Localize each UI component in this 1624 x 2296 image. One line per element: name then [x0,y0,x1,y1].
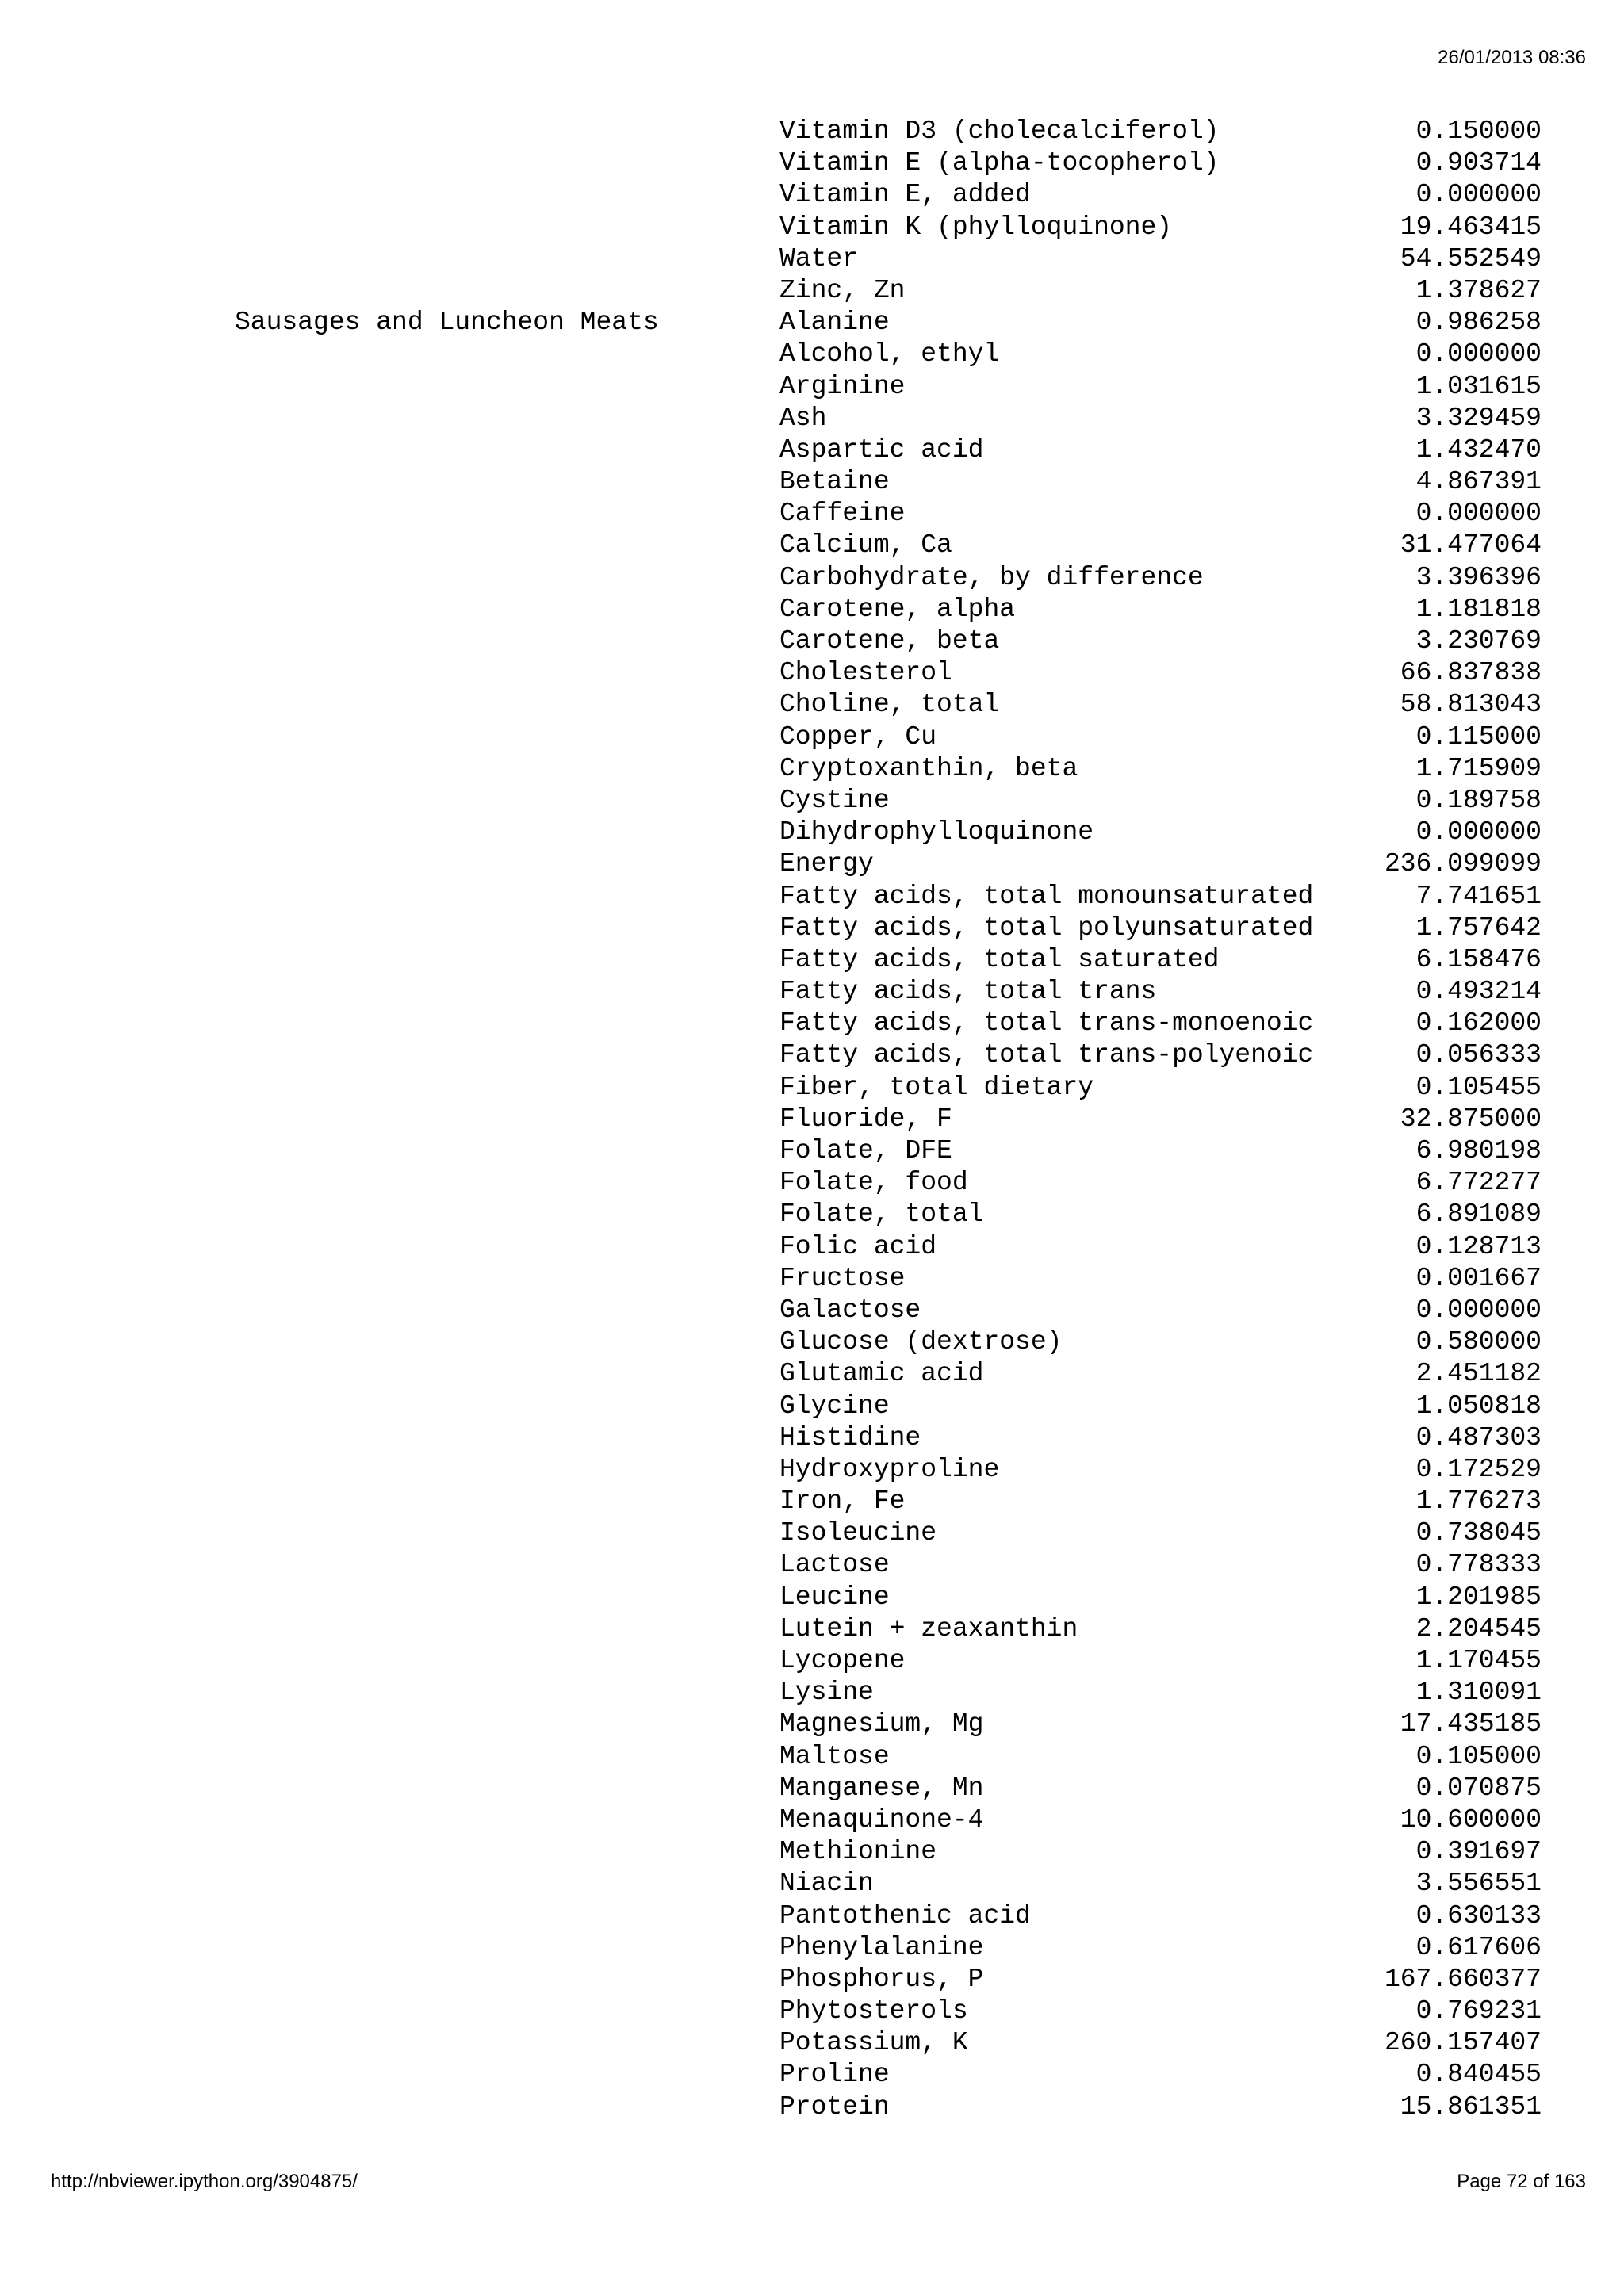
nutrient-name-cell: Glucose (dextrose) [779,1327,1063,1357]
nutrient-value-cell: 1.201985 [1415,1582,1542,1612]
nutrient-value-cell: 1.757642 [1415,913,1542,943]
table-row [0,2091,1624,2123]
nutrient-name-cell: Menaquinone-4 [779,1804,984,1835]
nutrient-table [0,116,1624,2123]
nutrient-value-cell: 0.105455 [1415,1072,1542,1102]
table-row [0,1836,1624,1868]
print-datetime: 26/01/2013 08:36 [1438,47,1586,68]
table-row [0,1486,1624,1517]
table-row [0,1231,1624,1263]
nutrient-name-cell: Zinc, Zn [779,275,906,305]
nutrient-value-cell: 0.000000 [1415,180,1542,210]
nutrient-name-cell: Maltose [779,1741,890,1771]
nutrient-name-cell: Methionine [779,1837,937,1867]
nutrient-name-cell: Choline, total [779,690,1000,720]
nutrient-value-cell: 1.432470 [1415,434,1542,465]
table-row [0,1199,1624,1230]
nutrient-name-cell: Potassium, K [779,2028,968,2058]
nutrient-name-cell: Dihydrophylloquinone [779,817,1094,848]
table-row [0,434,1624,466]
table-row [0,307,1624,339]
nutrient-name-cell: Folate, food [779,1168,968,1198]
nutrient-name-cell: Arginine [779,371,906,401]
nutrient-name-cell: Protein [779,2091,890,2122]
nutrient-name-cell: Phosphorus, P [779,1964,984,1994]
nutrient-name-cell: Energy [779,849,874,879]
table-row [0,243,1624,275]
nutrient-name-cell: Fructose [779,1263,906,1293]
nutrient-name-cell: Iron, Fe [779,1487,906,1517]
nutrient-name-cell: Magnesium, Mg [779,1709,984,1739]
table-row [0,1677,1624,1709]
nutrient-name-cell: Vitamin E, added [779,180,1031,210]
nutrient-name-cell: Leucine [779,1582,890,1612]
nutrient-value-cell: 1.378627 [1415,275,1542,305]
nutrient-value-cell: 0.172529 [1415,1454,1542,1484]
nutrient-value-cell: 0.903714 [1415,148,1542,178]
table-row [0,1263,1624,1295]
category-cell: Sausages and Luncheon Meats [235,308,659,338]
nutrient-value-cell: 0.115000 [1415,721,1542,752]
nutrient-value-cell: 0.001667 [1415,1263,1542,1293]
nutrient-value-cell: 0.162000 [1415,1008,1542,1039]
table-row [0,1741,1624,1773]
nutrient-value-cell: 2.451182 [1415,1359,1542,1389]
nutrient-name-cell: Cryptoxanthin, beta [779,753,1078,783]
nutrient-value-cell: 0.391697 [1415,1837,1542,1867]
table-row [0,1422,1624,1454]
nutrient-name-cell: Calcium, Ca [779,530,952,561]
nutrient-value-cell: 10.600000 [1400,1804,1542,1835]
nutrient-value-cell: 0.150000 [1415,117,1542,146]
nutrient-name-cell: Betaine [779,467,890,497]
nutrient-name-cell: Ash [779,403,827,433]
nutrient-value-cell: 3.329459 [1415,403,1542,433]
nutrient-name-cell: Vitamin D3 (cholecalciferol) [779,117,1220,146]
table-row [0,1326,1624,1358]
table-row [0,1039,1624,1071]
table-row [0,1549,1624,1581]
table-row [0,1932,1624,1964]
nutrient-name-cell: Fatty acids, total polyunsaturated [779,913,1314,943]
table-row [0,2027,1624,2059]
table-row [0,116,1624,147]
table-row [0,371,1624,403]
nutrient-value-cell: 0.493214 [1415,977,1542,1007]
table-row [0,2059,1624,2091]
nutrient-value-cell: 1.310091 [1415,1678,1542,1708]
nutrient-name-cell: Fatty acids, total trans [779,977,1157,1007]
table-row [0,913,1624,944]
nutrient-name-cell: Cystine [779,785,890,815]
table-row [0,785,1624,817]
nutrient-value-cell: 19.463415 [1400,212,1542,242]
table-row [0,1295,1624,1326]
nutrient-value-cell: 6.980198 [1415,1136,1542,1165]
nutrient-value-cell: 0.630133 [1415,1900,1542,1931]
nutrient-value-cell: 0.778333 [1415,1550,1542,1580]
nutrient-value-cell: 7.741651 [1415,881,1542,911]
nutrient-name-cell: Copper, Cu [779,721,937,752]
nutrient-name-cell: Proline [779,2060,890,2090]
nutrient-name-cell: Fatty acids, total monounsaturated [779,881,1314,911]
nutrient-value-cell: 0.189758 [1415,785,1542,815]
nutrient-name-cell: Alcohol, ethyl [779,339,1000,369]
table-row [0,1072,1624,1104]
nutrient-value-cell: 0.000000 [1415,339,1542,369]
nutrient-value-cell: 2.204545 [1415,1613,1542,1644]
nutrient-value-cell: 0.617606 [1415,1932,1542,1962]
table-row [0,466,1624,498]
nutrient-name-cell: Alanine [779,308,890,338]
nutrient-name-cell: Lutein + zeaxanthin [779,1613,1078,1644]
nutrient-value-cell: 1.776273 [1415,1487,1542,1517]
nutrient-value-cell: 1.715909 [1415,753,1542,783]
nutrient-value-cell: 0.487303 [1415,1422,1542,1452]
table-row [0,1804,1624,1836]
table-row [0,721,1624,753]
table-row [0,562,1624,594]
table-row [0,976,1624,1008]
nutrient-value-cell: 1.170455 [1415,1646,1542,1675]
table-row [0,1645,1624,1677]
table-row [0,848,1624,880]
nutrient-name-cell: Folate, DFE [779,1136,952,1165]
nutrient-value-cell: 0.738045 [1415,1518,1542,1548]
table-row [0,1391,1624,1422]
table-row [0,1868,1624,1900]
table-row [0,1135,1624,1167]
nutrient-value-cell: 0.769231 [1415,1996,1542,2026]
nutrient-name-cell: Galactose [779,1295,921,1325]
nutrient-name-cell: Cholesterol [779,658,952,688]
table-row [0,179,1624,211]
nutrient-value-cell: 54.552549 [1400,243,1542,274]
nutrient-name-cell: Fluoride, F [779,1104,952,1134]
nutrient-value-cell: 66.837838 [1400,658,1542,688]
table-row [0,1582,1624,1613]
nutrient-value-cell: 3.556551 [1415,1869,1542,1899]
table-row [0,657,1624,689]
nutrient-name-cell: Histidine [779,1422,921,1452]
nutrient-name-cell: Glutamic acid [779,1359,984,1389]
nutrient-name-cell: Fatty acids, total trans-polyenoic [779,1040,1314,1070]
table-row [0,1517,1624,1549]
nutrient-name-cell: Fatty acids, total saturated [779,944,1220,974]
nutrient-value-cell: 4.867391 [1415,467,1542,497]
nutrient-name-cell: Pantothenic acid [779,1900,1031,1931]
table-row [0,1167,1624,1199]
table-row [0,498,1624,530]
nutrient-value-cell: 32.875000 [1400,1104,1542,1134]
nutrient-value-cell: 1.050818 [1415,1391,1542,1421]
nutrient-value-cell: 58.813043 [1400,690,1542,720]
nutrient-name-cell: Carbohydrate, by difference [779,562,1204,592]
nutrient-value-cell: 260.157407 [1384,2028,1542,2058]
nutrient-name-cell: Hydroxyproline [779,1454,1000,1484]
table-row [0,1008,1624,1039]
nutrient-value-cell: 0.840455 [1415,2060,1542,2090]
table-row [0,753,1624,785]
nutrient-value-cell: 6.891089 [1415,1200,1542,1230]
nutrient-value-cell: 0.070875 [1415,1773,1542,1803]
nutrient-name-cell: Folic acid [779,1231,937,1261]
nutrient-value-cell: 3.396396 [1415,562,1542,592]
table-row [0,881,1624,913]
nutrient-name-cell: Lactose [779,1550,890,1580]
table-row [0,594,1624,626]
table-row [0,1104,1624,1135]
nutrient-name-cell: Carotene, alpha [779,594,1016,624]
nutrient-name-cell: Niacin [779,1869,874,1899]
table-row [0,275,1624,307]
table-row [0,403,1624,434]
nutrient-name-cell: Vitamin K (phylloquinone) [779,212,1173,242]
table-row [0,339,1624,370]
page-number: Page 72 of 163 [1457,2171,1586,2192]
nutrient-value-cell: 0.056333 [1415,1040,1542,1070]
nutrient-value-cell: 1.031615 [1415,371,1542,401]
nutrient-value-cell: 0.000000 [1415,499,1542,529]
nutrient-name-cell: Folate, total [779,1200,984,1230]
nutrient-value-cell: 6.772277 [1415,1168,1542,1198]
source-url: http://nbviewer.ipython.org/3904875/ [51,2171,358,2192]
nutrient-value-cell: 6.158476 [1415,944,1542,974]
table-row [0,1613,1624,1645]
nutrient-value-cell: 1.181818 [1415,594,1542,624]
nutrient-name-cell: Lycopene [779,1646,906,1675]
nutrient-name-cell: Fatty acids, total trans-monoenoic [779,1008,1314,1039]
table-row [0,626,1624,657]
nutrient-name-cell: Vitamin E (alpha-tocopherol) [779,148,1220,178]
nutrient-value-cell: 236.099099 [1384,849,1542,879]
table-row [0,1454,1624,1486]
table-row [0,689,1624,721]
nutrient-name-cell: Glycine [779,1391,890,1421]
table-row [0,817,1624,848]
nutrient-name-cell: Lysine [779,1678,874,1708]
nutrient-value-cell: 0.000000 [1415,1295,1542,1325]
nutrient-name-cell: Phenylalanine [779,1932,984,1962]
table-row [0,212,1624,243]
nutrient-value-cell: 3.230769 [1415,626,1542,656]
table-row [0,1900,1624,1932]
nutrient-value-cell: 15.861351 [1400,2091,1542,2122]
table-row [0,530,1624,561]
table-row [0,1773,1624,1804]
nutrient-value-cell: 0.128713 [1415,1231,1542,1261]
nutrient-name-cell: Water [779,243,859,274]
nutrient-name-cell: Phytosterols [779,1996,968,2026]
table-row [0,944,1624,976]
table-row [0,1964,1624,1996]
nutrient-value-cell: 17.435185 [1400,1709,1542,1739]
nutrient-name-cell: Aspartic acid [779,434,984,465]
nutrient-value-cell: 0.105000 [1415,1741,1542,1771]
table-row [0,1709,1624,1740]
nutrient-value-cell: 0.580000 [1415,1327,1542,1357]
nutrient-name-cell: Isoleucine [779,1518,937,1548]
nutrient-value-cell: 31.477064 [1400,530,1542,561]
nutrient-value-cell: 0.986258 [1415,308,1542,338]
nutrient-name-cell: Carotene, beta [779,626,1000,656]
table-row [0,1996,1624,2027]
table-row [0,147,1624,179]
nutrient-name-cell: Caffeine [779,499,906,529]
nutrient-name-cell: Fiber, total dietary [779,1072,1094,1102]
table-row [0,1358,1624,1390]
nutrient-value-cell: 167.660377 [1384,1964,1542,1994]
nutrient-name-cell: Manganese, Mn [779,1773,984,1803]
nutrient-value-cell: 0.000000 [1415,817,1542,848]
